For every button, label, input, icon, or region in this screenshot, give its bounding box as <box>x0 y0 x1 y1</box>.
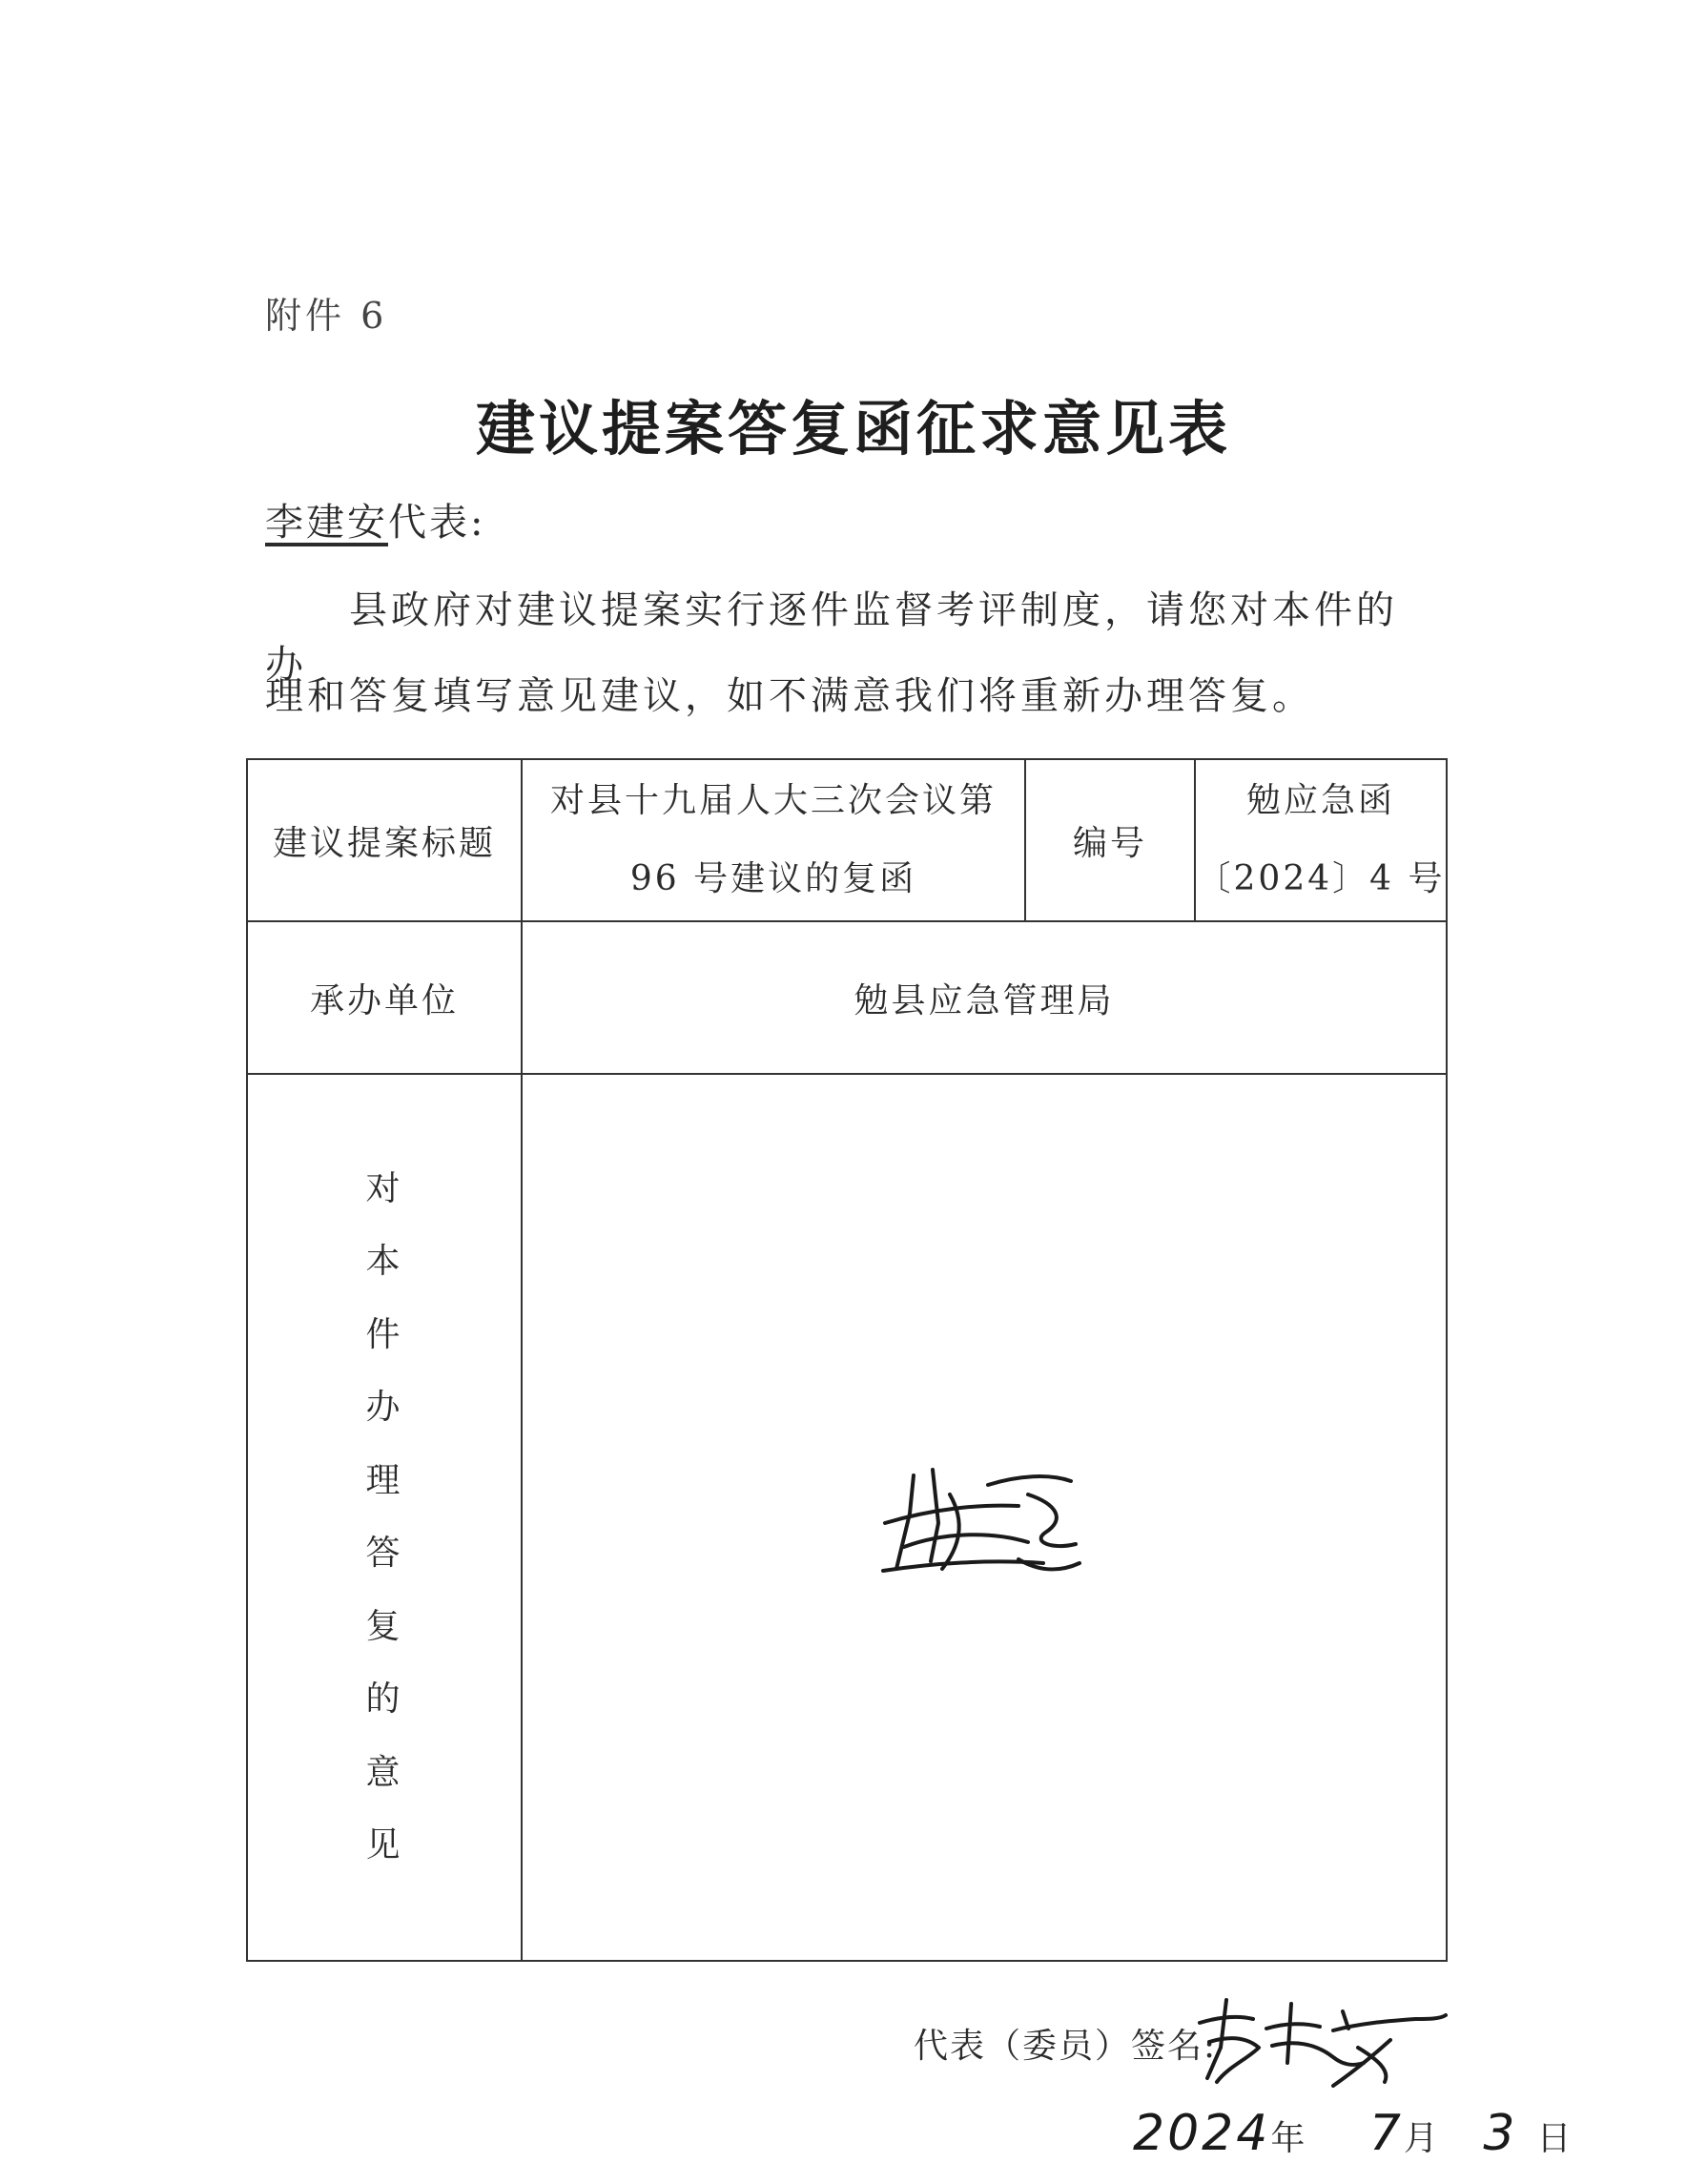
title-value-cell <box>522 759 1025 921</box>
number-value-cell <box>1195 759 1447 921</box>
date-line <box>1133 2105 1573 2162</box>
attachment-number: 附件 6 <box>265 295 388 337</box>
number-value-line-2: 〔2024〕4 号 <box>1196 859 1446 898</box>
opinion-label-char: 复 <box>365 1606 403 1646</box>
salutation <box>265 492 485 546</box>
intro-line-1: 县政府对建议提案实行逐件监督考评制度，请您对本件的办 <box>265 588 1398 687</box>
title-value-line-2: 96 号建议的复函 <box>629 859 917 898</box>
opinion-content-cell[interactable] <box>522 1074 1574 2162</box>
date-month-handwritten: 7 <box>1368 2105 1404 2162</box>
opinion-label-char: 见 <box>365 1825 403 1865</box>
intro-line-2: 理和答复填写意见建议，如不满意我们将重新办理答复。 <box>265 674 1314 718</box>
date-day-handwritten: 3 <box>1483 2105 1518 2162</box>
title-label: 建议提案标题 <box>272 823 496 863</box>
date-month-unit: 月 <box>1403 2119 1441 2158</box>
title-label-cell <box>247 759 522 921</box>
unit-label-cell <box>247 921 522 1074</box>
date-year-unit: 年 <box>1270 2119 1308 2158</box>
title-value-line-1: 对县十九届人大三次会议第 <box>549 781 997 820</box>
number-label-cell <box>1025 759 1195 921</box>
date-year-handwritten: 2024 <box>1133 2105 1271 2162</box>
opinion-form-table <box>246 758 1574 2162</box>
handwritten-opinion-signature <box>875 1456 1095 1590</box>
salutation-suffix: 代表: <box>388 501 486 545</box>
representative-signature <box>1190 1990 1448 2095</box>
opinion-label-cell <box>247 1074 522 1961</box>
opinion-label-char: 件 <box>365 1314 403 1354</box>
representative-name: 李建安 <box>265 501 388 545</box>
opinion-label-char: 办 <box>365 1388 403 1427</box>
number-label: 编号 <box>1072 823 1147 863</box>
date-day-unit: 日 <box>1536 2119 1574 2158</box>
signature-label: 代表（委员）签名: <box>914 2027 1218 2066</box>
opinion-label-char: 对 <box>365 1168 403 1208</box>
page-title: 建议提案答复函征求意见表 <box>475 394 1231 464</box>
unit-label: 承办单位 <box>309 980 459 1020</box>
opinion-label-char: 的 <box>365 1679 403 1719</box>
number-value-line-1: 勉应急函 <box>1245 781 1395 820</box>
opinion-label-char: 本 <box>365 1242 403 1281</box>
unit-value-cell <box>522 921 1447 1074</box>
unit-value: 勉县应急管理局 <box>854 980 1115 1020</box>
opinion-label-char: 理 <box>365 1460 403 1500</box>
signature-line <box>914 2019 1217 2068</box>
opinion-label-char: 意 <box>365 1752 403 1792</box>
opinion-label-char: 答 <box>365 1534 403 1573</box>
